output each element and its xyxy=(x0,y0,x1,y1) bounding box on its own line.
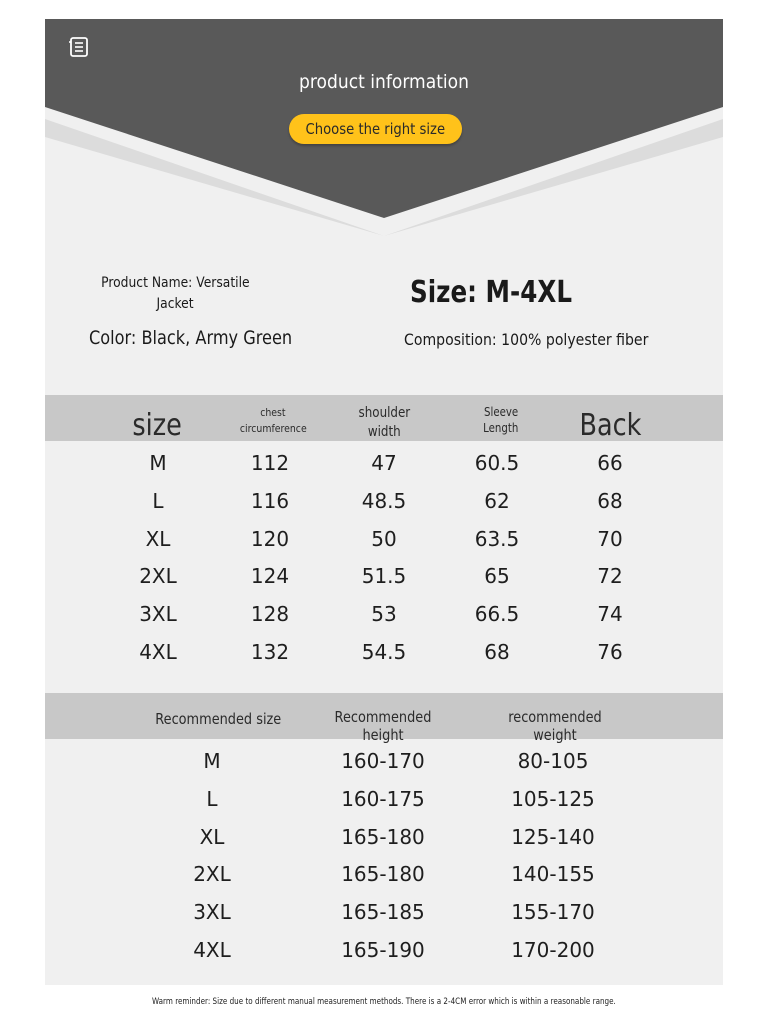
size-table-cell: 66.5 xyxy=(474,602,520,627)
product-info-card xyxy=(45,19,723,985)
header-shoulder-line1: shoulder xyxy=(358,405,410,421)
recommend-table-cell: 160-170 xyxy=(341,749,425,773)
header-recommended-height xyxy=(308,708,458,744)
header-recommended-size-text: Recommended size xyxy=(155,710,281,728)
warm-reminder-text: Warm reminder: Size due to different manual measurement methods. There is a 2-4CM error which is within a reasonable range. xyxy=(152,997,616,1007)
recommend-table-cell: 165-180 xyxy=(341,862,425,887)
recommend-table-cell: 3XL xyxy=(193,900,231,925)
product-size-range xyxy=(410,275,608,310)
size-table-cell: L xyxy=(152,488,164,513)
color-text: Color: Black, Army Green xyxy=(89,327,293,349)
header-shoulder xyxy=(328,404,440,442)
recommend-table-cell: 165-180 xyxy=(341,824,425,849)
product-name-line1: Product Name: Versatile xyxy=(100,275,250,291)
size-table-cell: 62 xyxy=(484,488,510,513)
size-table-cell: 65 xyxy=(484,564,510,589)
size-table-cell: 72 xyxy=(597,564,623,589)
size-table-cell: 48.5 xyxy=(361,488,407,513)
header-size-text: size xyxy=(132,408,182,443)
size-table-cell: 47 xyxy=(371,451,397,475)
size-table-cell: 66 xyxy=(597,451,623,475)
recommend-table-cell: 160-175 xyxy=(341,786,425,811)
size-table-cell: 132 xyxy=(250,640,290,664)
size-table-cell: 51.5 xyxy=(361,564,407,589)
recommend-table-cell: 2XL xyxy=(193,862,231,887)
size-table-cell: 54.5 xyxy=(361,640,407,664)
size-table-cell: 2XL xyxy=(139,564,177,589)
recommend-table-cell: 165-185 xyxy=(341,900,425,925)
recommend-table-cell: 165-190 xyxy=(341,938,425,962)
recommend-table-cell: 125-140 xyxy=(511,824,595,849)
header-sleeve-line1: Sleeve xyxy=(483,405,519,419)
size-table-cell: 120 xyxy=(250,526,290,551)
header-back xyxy=(555,408,665,443)
header-size xyxy=(98,408,216,443)
recommend-table-cell: 4XL xyxy=(193,938,231,962)
product-name-line2: Jacket xyxy=(156,296,194,312)
header-recommended-size xyxy=(133,710,303,728)
recommend-table-cell: 155-170 xyxy=(511,900,595,925)
header-back-text: Back xyxy=(579,408,641,443)
size-table-cell: 50 xyxy=(371,526,397,551)
size-table-cell: XL xyxy=(145,526,171,551)
size-table-cell: 70 xyxy=(597,526,623,551)
size-table-cell: 74 xyxy=(597,602,623,627)
header-recommended-weight xyxy=(475,708,635,744)
size-table-cell: 68 xyxy=(597,488,623,513)
size-table-cell: 53 xyxy=(371,602,397,627)
size-table-cell: 63.5 xyxy=(474,526,520,551)
size-table-cell: 4XL xyxy=(139,640,177,664)
header-recommended-height-text: Recommended height xyxy=(334,708,432,744)
product-name xyxy=(85,273,265,315)
header-sleeve xyxy=(445,404,557,436)
size-table-cell: 3XL xyxy=(139,602,177,627)
size-table-cell: 124 xyxy=(250,564,290,589)
document-icon xyxy=(67,35,91,59)
header-recommended-weight-text: recommended weight xyxy=(508,708,602,744)
size-table-cell: 112 xyxy=(250,451,290,475)
recommend-table-cell: 80-105 xyxy=(517,749,589,773)
recommend-table-cell: XL xyxy=(199,824,225,849)
recommend-table-cell: M xyxy=(203,749,221,773)
size-table-cell: 76 xyxy=(597,640,623,664)
header-chest-line1: chest xyxy=(260,406,286,419)
size-table-cell: M xyxy=(149,451,167,475)
choose-size-badge xyxy=(289,114,462,144)
header-chest-line2: circumference xyxy=(239,422,307,435)
composition-text: Composition: 100% polyester fiber xyxy=(404,330,649,349)
choose-size-label: Choose the right size xyxy=(305,120,446,138)
product-composition xyxy=(404,330,682,349)
header-chest xyxy=(215,405,331,437)
page-title: product information xyxy=(299,71,469,93)
header-shoulder-line2: width xyxy=(367,424,401,440)
recommend-table-cell: 170-200 xyxy=(511,938,595,962)
recommend-table-cell: 105-125 xyxy=(511,786,595,811)
recommend-table-cell: 140-155 xyxy=(511,862,595,887)
size-table-cell: 68 xyxy=(484,640,510,664)
header-sleeve-line2: Length xyxy=(483,421,519,435)
product-color xyxy=(89,327,328,349)
size-range-text: Size: M-4XL xyxy=(410,275,573,310)
recommend-table-cell: L xyxy=(206,786,218,811)
size-table-cell: 60.5 xyxy=(474,451,520,475)
size-table-cell: 128 xyxy=(250,602,290,627)
warm-reminder xyxy=(0,997,768,1007)
size-table-cell: 116 xyxy=(250,488,290,513)
